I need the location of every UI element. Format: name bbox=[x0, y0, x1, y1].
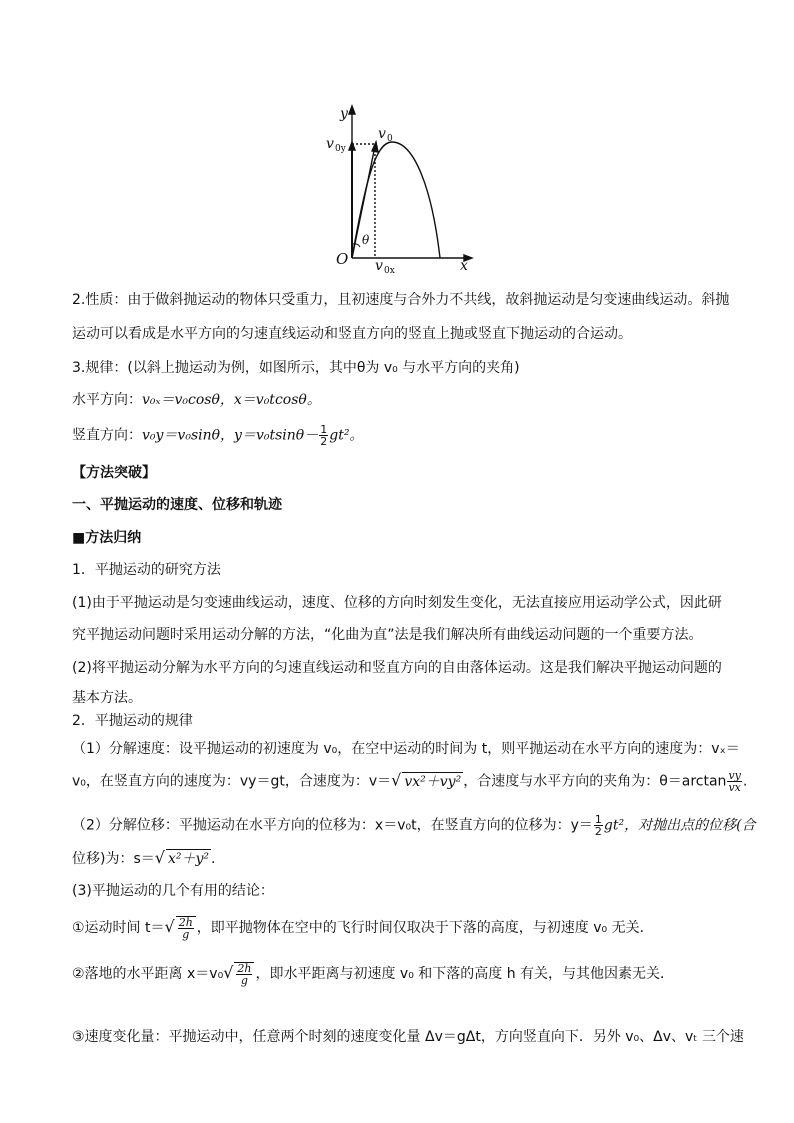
paragraph-line: 3.规律：(以斜上抛运动为例，如图所示，其中θ为 v₀ 与水平方向的夹角) bbox=[72, 360, 520, 376]
method-heading: ■方法归纳 bbox=[72, 530, 142, 546]
paragraph-line: 2．平抛运动的规律 bbox=[72, 713, 193, 729]
origin-label: O bbox=[336, 250, 349, 268]
svg-text:0x: 0x bbox=[384, 266, 395, 276]
paragraph-line: (1)由于平抛运动是匀变速曲线运动，速度、位移的方向时刻发生变化，无法直接应用运动学公式，因此研 bbox=[72, 595, 722, 611]
formula-line: 水平方向：v₀ₓ＝v₀cosθ，x＝v₀tcosθ。 bbox=[72, 392, 321, 408]
formula-line: （2）分解位移：平抛运动在水平方向的位移为：x＝v₀t，在竖直方向的位移为：y＝ $\frac{1}{2}$ gt²，对抛出点的位移(合 bbox=[72, 813, 756, 838]
formula-line: 位移)为：s＝√ x²＋y² . bbox=[72, 848, 216, 867]
formula-line: ②落地的水平距离 x＝v₀√ $\frac{2h}{g}$ ，即水平距离与初速度 v₀ 和下落的高度 h 有关，与其他因素无关． bbox=[72, 962, 675, 987]
projectile-diagram bbox=[318, 98, 484, 276]
v0-label: v bbox=[378, 126, 386, 142]
fraction-half: $\frac{1}{2}$ bbox=[594, 813, 602, 838]
paragraph-line: (2)将平抛运动分解为水平方向的匀速直线运动和竖直方向的自由落体运动。这是我们解决平抛运动问题的 bbox=[72, 660, 722, 676]
formula-line: ①运动时间 t＝√ $\frac{2h}{g}$ ，即平抛物体在空中的飞行时间仅取决于下落的高度，与初速度 v₀ 无关． bbox=[72, 916, 654, 941]
svg-text:0y: 0y bbox=[335, 144, 346, 154]
fraction-vy-vx: $\frac{vy}{vx}$ bbox=[728, 769, 741, 794]
section-heading: 【方法突破】 bbox=[72, 465, 156, 481]
formula-line: 竖直方向：v₀y＝v₀sinθ，y＝v₀tsinθ－ $\frac{1}{2}$ gt²。 bbox=[72, 423, 364, 448]
paragraph-line: 运动可以看成是水平方向的匀速直线运动和竖直方向的竖直上抛或竖直下抛运动的合运动。 bbox=[72, 326, 632, 342]
fraction-2h-g: $\frac{2h}{g}$ bbox=[234, 962, 254, 986]
x-axis-label: x bbox=[460, 258, 468, 274]
y-axis-label: y bbox=[340, 106, 348, 122]
theta-label: θ bbox=[362, 233, 370, 247]
formula-line: v₀，在竖直方向的速度为：vy＝gt，合速度为：v＝√ vx²＋vy² ，合速度与水平方向的夹角为：θ＝arctan $\frac{vy}{vx}$ . bbox=[72, 769, 748, 794]
paragraph-line: ③速度变化量：平抛运动中，任意两个时刻的速度变化量 Δv＝gΔt，方向竖直向下．另外 v₀、Δv、vₜ 三个速 bbox=[72, 1029, 744, 1045]
svg-text:0: 0 bbox=[387, 134, 393, 144]
paragraph-line: 2.性质：由于做斜抛运动的物体只受重力，且初速度与合外力不共线，故斜抛运动是匀变速曲线运动。斜抛 bbox=[72, 292, 730, 308]
paragraph-line: (3)平抛运动的几个有用的结论： bbox=[72, 883, 274, 899]
fraction-2h-g: $\frac{2h}{g}$ bbox=[176, 916, 196, 940]
paragraph-line: （1）分解速度：设平抛运动的初速度为 v₀，在空中运动的时间为 t，则平抛运动在水平方向的速度为：vₓ＝ bbox=[72, 741, 740, 757]
fraction-half: $\frac{1}{2}$ bbox=[320, 423, 328, 448]
v0y-label: v bbox=[326, 136, 334, 152]
paragraph-line: 基本方法。 bbox=[72, 690, 142, 706]
paragraph-line: 1．平抛运动的研究方法 bbox=[72, 562, 221, 578]
paragraph-line: 究平抛运动问题时采用运动分解的方法，“化曲为直”法是我们解决所有曲线运动问题的一个重要方法。 bbox=[72, 627, 703, 643]
subsection-heading: 一、平抛运动的速度、位移和轨迹 bbox=[72, 497, 282, 513]
y-axis-arrow bbox=[349, 106, 355, 114]
v0x-label: v bbox=[375, 258, 383, 274]
